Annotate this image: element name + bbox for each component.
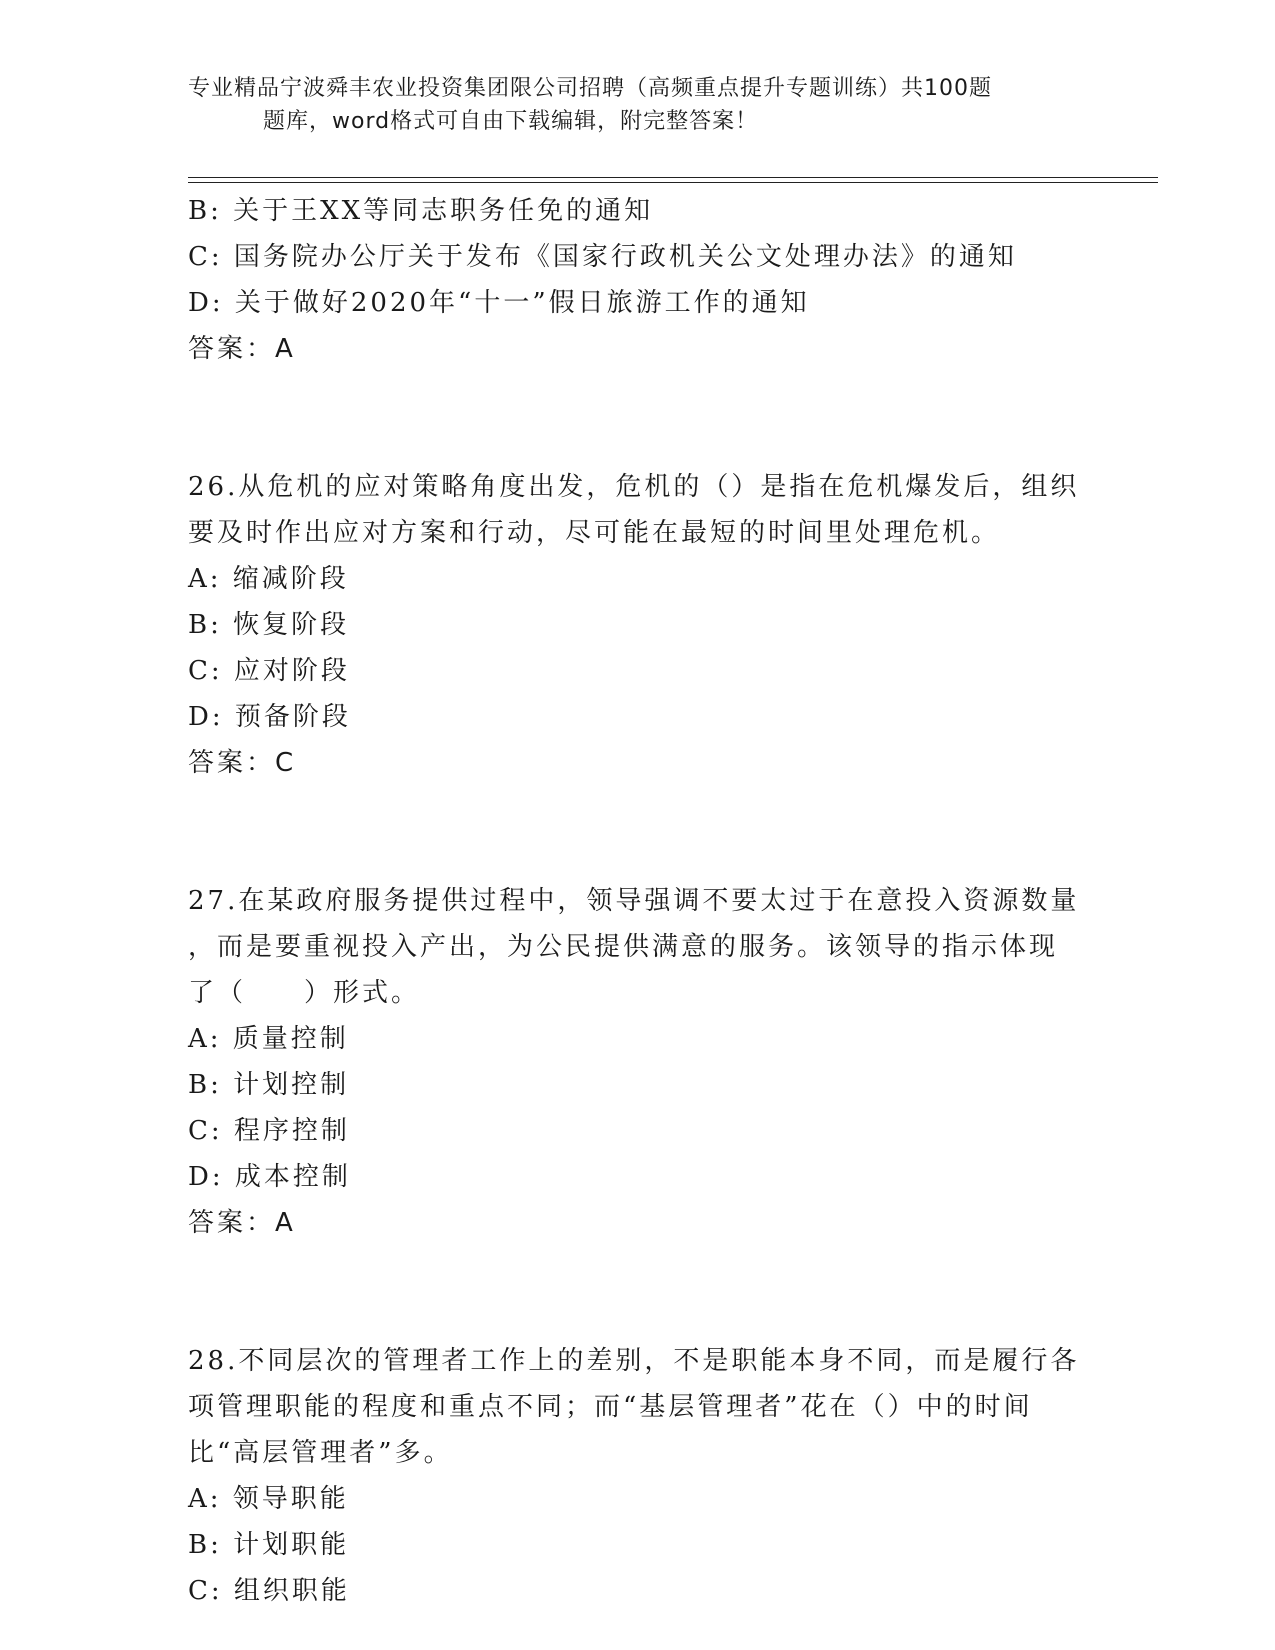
q26-option-b: B: 恢复阶段 [188, 610, 350, 640]
q26-option-c: C: 应对阶段 [188, 656, 350, 686]
q27-option-c: C: 程序控制 [188, 1116, 350, 1146]
document-header [188, 72, 1068, 138]
prev-option-d: D: 关于做好2020年“十一”假日旅游工作的通知 [188, 288, 810, 318]
header-divider-bottom [188, 182, 1158, 183]
q26-answer: 答案：C [188, 748, 297, 778]
q26-stem-line1: 26.从危机的应对策略角度出发，危机的（）是指在危机爆发后，组织 [188, 472, 1080, 502]
prev-answer: 答案：A [188, 334, 296, 364]
question-gap [188, 372, 1088, 464]
q28-option-c: C: 组织职能 [188, 1576, 350, 1606]
q26-option-d: D: 预备阶段 [188, 702, 351, 732]
prev-option-b: B: 关于王XX等同志职务任免的通知 [188, 196, 654, 226]
header-divider-top [188, 177, 1158, 178]
q28-option-a: A: 领导职能 [188, 1484, 349, 1514]
q28-stem-line2: 项管理职能的程度和重点不同；而“基层管理者”花在（）中的时间 [188, 1392, 1033, 1422]
q27-stem-line1: 27.在某政府服务提供过程中，领导强调不要太过于在意投入资源数量 [188, 886, 1080, 916]
q27-option-d: D: 成本控制 [188, 1162, 351, 1192]
header-title-line1: 专业精品宁波舜丰农业投资集团限公司招聘（高频重点提升专题训练）共100题 [188, 76, 992, 101]
question-content [188, 188, 1088, 1614]
q27-option-b: B: 计划控制 [188, 1070, 350, 1100]
q27-answer: 答案：A [188, 1208, 296, 1238]
question-gap [188, 1246, 1088, 1338]
q26-stem-line2: 要及时作出应对方案和行动，尽可能在最短的时间里处理危机。 [188, 518, 1001, 548]
q26-option-a: A: 缩减阶段 [188, 564, 349, 594]
q27-option-a: A: 质量控制 [188, 1024, 349, 1054]
q27-stem-line3: 了（ ）形式。 [188, 978, 421, 1008]
q27-stem-line2: ，而是要重视投入产出，为公民提供满意的服务。该领导的指示体现 [188, 932, 1059, 962]
q28-stem-line3: 比“高层管理者”多。 [188, 1438, 453, 1468]
q28-stem-line1: 28.不同层次的管理者工作上的差别，不是职能本身不同，而是履行各 [188, 1346, 1080, 1376]
prev-option-c: C: 国务院办公厅关于发布《国家行政机关公文处理办法》的通知 [188, 242, 1017, 272]
question-gap [188, 786, 1088, 878]
q28-option-b: B: 计划职能 [188, 1530, 350, 1560]
header-title-line2: 题库，word格式可自由下载编辑，附完整答案！ [263, 109, 759, 134]
